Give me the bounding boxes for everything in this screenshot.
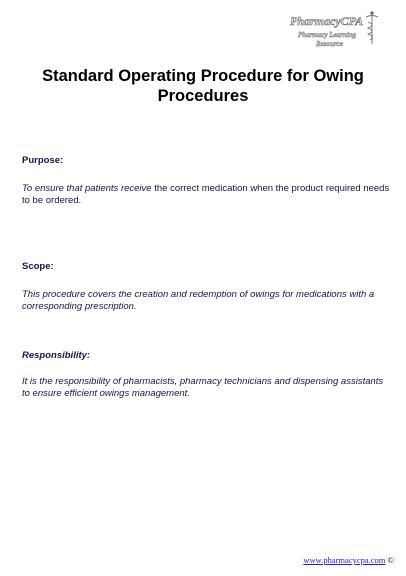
scope-body: This procedure covers the creation and redemption of owings for medications with a corresponding prescription.: [22, 289, 375, 312]
purpose-body-italic: To ensure that patients receive: [22, 183, 152, 194]
page-title-line-2: Procedures: [157, 87, 249, 105]
caduceus-icon: [366, 12, 378, 44]
logo-tagline-2: Resource: [316, 40, 343, 48]
scope-heading: Scope:: [22, 261, 54, 272]
purpose-body-regular: the correct medication when the product required needs to be ordered.: [22, 183, 390, 206]
page-title-line-1: Standard Operating Procedure for Owing: [42, 67, 364, 85]
purpose-body: [22, 183, 392, 207]
purpose-heading: Purpose:: [22, 155, 64, 166]
page-title: [16, 66, 390, 106]
responsibility-heading: Responsibility:: [22, 350, 91, 361]
website-link[interactable]: www.pharmacycpa.com: [303, 555, 386, 565]
logo-brand: PharmacyCPA: [290, 14, 364, 28]
logo-tagline-1: Pharmacy Learning: [298, 31, 357, 39]
logo-graphic: [286, 10, 382, 50]
footer: [303, 555, 394, 565]
logo: [286, 10, 382, 50]
responsibility-body: It is the responsibility of pharmacists, pharmacy technicians and dispensing assistants to ensure efficient owings management.: [22, 376, 384, 399]
copyright-symbol: ©: [385, 555, 394, 565]
